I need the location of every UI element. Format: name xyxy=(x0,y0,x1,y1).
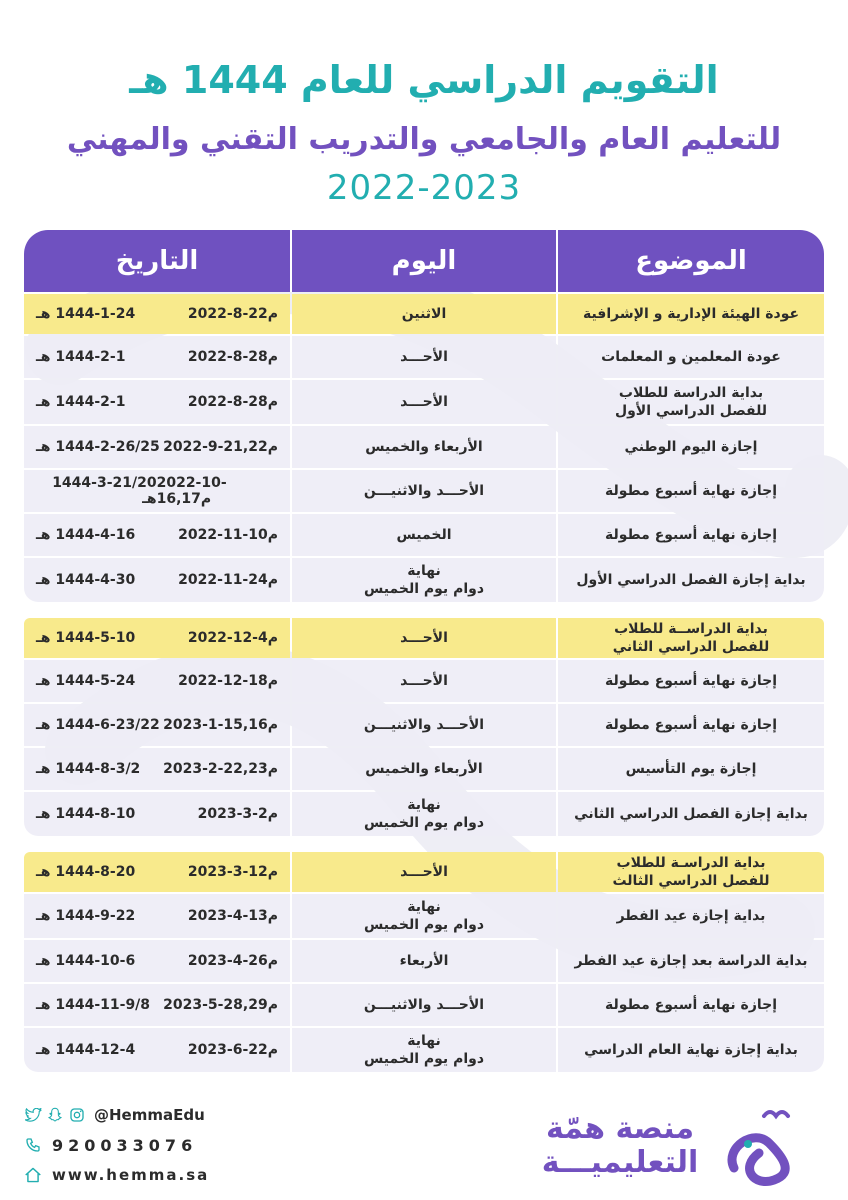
table-row xyxy=(24,618,824,658)
table-row xyxy=(24,984,824,1026)
table-row xyxy=(24,1028,824,1072)
day-cell: الأحـــد والاثنيـــن xyxy=(292,704,556,746)
date-cell xyxy=(24,748,290,790)
hijri-date: 1444-4-16 هـ xyxy=(36,527,136,543)
hijri-date: 1444-12-4 هـ xyxy=(36,1042,136,1058)
gregorian-date: 2023-6-22م xyxy=(187,1042,278,1058)
brand-logo-block xyxy=(540,1098,800,1188)
table-row xyxy=(24,894,824,938)
date-cell xyxy=(24,470,290,512)
hijri-date: 1444-11-9/8 هـ xyxy=(36,997,151,1013)
topic-cell: إجازة نهاية أسبوع مطولة xyxy=(558,984,824,1026)
table-row xyxy=(24,294,824,334)
topic-cell: إجازة نهاية أسبوع مطولة xyxy=(558,470,824,512)
date-cell xyxy=(24,940,290,982)
table-section xyxy=(24,618,824,836)
hijri-date: 1444-8-3/2 هـ xyxy=(36,761,141,777)
table-row xyxy=(24,336,824,378)
table-row xyxy=(24,660,824,702)
day-cell: الأربعاء والخميس xyxy=(292,748,556,790)
day-cell: الأربعاء والخميس xyxy=(292,426,556,468)
date-cell xyxy=(24,852,290,892)
snapchat-icon[interactable] xyxy=(46,1106,64,1124)
header-day: اليوم xyxy=(290,230,556,292)
gregorian-date: 2022-9-21,22م xyxy=(163,439,278,455)
gregorian-date: 2023-5-28,29م xyxy=(163,997,278,1013)
day-cell: الأحـــد xyxy=(292,336,556,378)
table-row xyxy=(24,940,824,982)
day-cell: الأحـــد والاثنيـــن xyxy=(292,984,556,1026)
table-header xyxy=(24,230,824,292)
hijri-date: 1444-9-22 هـ xyxy=(36,908,136,924)
day-cell: الأحـــد xyxy=(292,380,556,424)
gregorian-date: 2022-8-22م xyxy=(187,306,278,322)
gregorian-date: 2023-4-26م xyxy=(187,953,278,969)
topic-cell: إجازة اليوم الوطني xyxy=(558,426,824,468)
gregorian-date: 2022-11-10م xyxy=(178,527,278,543)
gregorian-date: 2022-11-24م xyxy=(178,572,278,588)
date-cell xyxy=(24,1028,290,1072)
contact-info xyxy=(24,1100,224,1190)
date-cell xyxy=(24,336,290,378)
topic-cell: بداية الدراسـة للطلاب للفصل الدراسي الثالث xyxy=(558,852,824,892)
day-cell: الاثنين xyxy=(292,294,556,334)
gregorian-date: 2022-8-28م xyxy=(187,349,278,365)
hemma-logo-icon xyxy=(714,1098,800,1188)
date-cell xyxy=(24,792,290,836)
hijri-date: 1444-3-21/20 هـ xyxy=(52,475,157,507)
hijri-date: 1444-4-30 هـ xyxy=(36,572,136,588)
topic-cell: بداية إجازة عيد الفطر xyxy=(558,894,824,938)
date-cell xyxy=(24,704,290,746)
day-cell: نهاية دوام يوم الخميس xyxy=(292,792,556,836)
academic-years: 2022-2023 xyxy=(326,168,522,208)
topic-cell: إجازة يوم التأسيس xyxy=(558,748,824,790)
hijri-date: 1444-8-10 هـ xyxy=(36,806,136,822)
hijri-date: 1444-2-1 هـ xyxy=(36,349,126,365)
day-cell: الأحـــد xyxy=(292,618,556,658)
table-row xyxy=(24,380,824,424)
date-cell xyxy=(24,558,290,602)
gregorian-date: 2022-8-28م xyxy=(187,394,278,410)
home-icon xyxy=(24,1166,42,1184)
gregorian-date: 2023-3-12م xyxy=(187,864,278,880)
calendar-table xyxy=(24,230,824,1088)
website-line xyxy=(24,1160,224,1190)
phone-icon xyxy=(24,1136,42,1154)
date-cell xyxy=(24,426,290,468)
social-handle[interactable]: @HemmaEdu xyxy=(94,1106,205,1124)
gregorian-date: 2022-10-16,17م xyxy=(156,475,227,507)
topic-cell: بداية إجازة الفصل الدراسي الأول xyxy=(558,558,824,602)
day-cell: الأحـــد xyxy=(292,660,556,702)
header-date: التاريخ xyxy=(115,246,199,276)
gregorian-date: 2022-12-4م xyxy=(187,630,278,646)
hijri-date: 1444-2-1 هـ xyxy=(36,394,126,410)
date-cell xyxy=(24,984,290,1026)
hijri-date: 1444-5-10 هـ xyxy=(36,630,136,646)
gregorian-date: 2023-1-15,16م xyxy=(163,717,278,733)
brand-name xyxy=(540,1112,700,1180)
day-cell: الأحـــد xyxy=(292,852,556,892)
date-cell xyxy=(24,894,290,938)
brand-line-1: منصة همّة xyxy=(545,1111,695,1146)
day-cell: نهاية دوام يوم الخميس xyxy=(292,1028,556,1072)
hijri-date: 1444-8-20 هـ xyxy=(36,864,136,880)
topic-cell: إجازة نهاية أسبوع مطولة xyxy=(558,704,824,746)
topic-cell: بداية الدراسة للطلاب للفصل الدراسي الأول xyxy=(558,380,824,424)
topic-cell: إجازة نهاية أسبوع مطولة xyxy=(558,514,824,556)
table-section xyxy=(24,294,824,602)
topic-cell: عودة الهيئة الإدارية و الإشرافية xyxy=(558,294,824,334)
twitter-icon[interactable] xyxy=(24,1106,42,1124)
hijri-date: 1444-6-23/22 هـ xyxy=(36,717,160,733)
website-link[interactable]: www.hemma.sa xyxy=(52,1166,210,1184)
table-row xyxy=(24,514,824,556)
instagram-icon[interactable] xyxy=(68,1106,86,1124)
topic-cell: بداية الدراسة بعد إجازة عيد الفطر xyxy=(558,940,824,982)
phone-number[interactable]: 920033076 xyxy=(52,1135,198,1155)
table-body xyxy=(24,294,824,1072)
table-row xyxy=(24,470,824,512)
day-cell: الأحـــد والاثنيـــن xyxy=(292,470,556,512)
page-subtitle: للتعليم العام والجامعي والتدريب التقني والمهني xyxy=(66,122,782,157)
hijri-date: 1444-2-26/25 هـ xyxy=(36,439,160,455)
day-cell: الخميس xyxy=(292,514,556,556)
topic-cell: بداية إجازة الفصل الدراسي الثاني xyxy=(558,792,824,836)
table-row xyxy=(24,558,824,602)
date-cell xyxy=(24,380,290,424)
day-cell: نهاية دوام يوم الخميس xyxy=(292,894,556,938)
day-cell: الأربعاء xyxy=(292,940,556,982)
hijri-date: 1444-5-24 هـ xyxy=(36,673,136,689)
table-row xyxy=(24,426,824,468)
day-cell: نهاية دوام يوم الخميس xyxy=(292,558,556,602)
hijri-date: 1444-10-6 هـ xyxy=(36,953,136,969)
topic-cell: بداية الدراســة للطلاب للفصل الدراسي الثاني xyxy=(558,618,824,658)
brand-line-2: التعليميـــة xyxy=(541,1145,699,1180)
gregorian-date: 2023-2-22,23م xyxy=(163,761,278,777)
table-row xyxy=(24,852,824,892)
table-row xyxy=(24,748,824,790)
date-cell xyxy=(24,294,290,334)
topic-cell: بداية إجازة نهاية العام الدراسي xyxy=(558,1028,824,1072)
header-topic: الموضوع xyxy=(556,230,824,292)
gregorian-date: 2023-4-13م xyxy=(187,908,278,924)
date-cell xyxy=(24,660,290,702)
gregorian-date: 2023-3-2م xyxy=(197,806,278,822)
table-row xyxy=(24,792,824,836)
topic-cell: إجازة نهاية أسبوع مطولة xyxy=(558,660,824,702)
phone-line xyxy=(24,1130,224,1160)
date-cell xyxy=(24,618,290,658)
table-section xyxy=(24,852,824,1072)
hijri-date: 1444-1-24 هـ xyxy=(36,306,136,322)
date-cell xyxy=(24,514,290,556)
social-line xyxy=(24,1100,224,1130)
page-title: التقويم الدراسي للعام 1444 هـ xyxy=(123,58,724,102)
topic-cell: عودة المعلمين و المعلمات xyxy=(558,336,824,378)
gregorian-date: 2022-12-18م xyxy=(178,673,278,689)
table-row xyxy=(24,704,824,746)
